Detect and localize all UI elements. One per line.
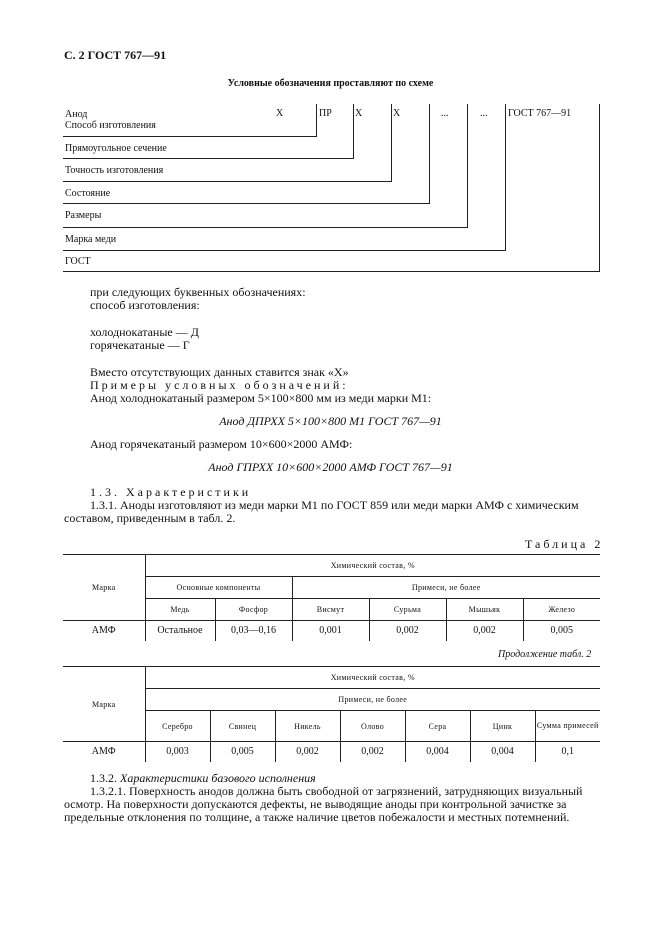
cell-tin: 0,002 <box>340 742 405 762</box>
scheme-hline-7 <box>63 271 600 272</box>
table-2-caption: Таблица 2 <box>525 537 604 551</box>
scheme-label-precision: Точность изготовления <box>65 165 164 176</box>
cell-lead: 0,005 <box>210 742 275 762</box>
scheme-hline-1 <box>63 136 317 137</box>
scheme-code-2: ПР <box>319 108 332 119</box>
scheme-label-anod: Анод <box>65 109 88 120</box>
scheme-code-6: ... <box>480 108 488 119</box>
scheme-hline-2 <box>63 158 354 159</box>
scheme-code-1: Х <box>276 108 284 119</box>
col-antimony: Сурьма <box>369 599 446 621</box>
section-1-3-1-line-2: составом, приведенным в табл. 2. <box>64 511 236 525</box>
cell-total-impurities: 0,1 <box>535 742 600 762</box>
scheme-label-gost: ГОСТ <box>65 256 91 267</box>
scheme-hline-4 <box>63 203 430 204</box>
scheme-code-3: Х <box>355 108 363 119</box>
header-chem-composition: Химический состав, % <box>145 555 600 577</box>
section-1-3-2-label: 1.3.2. Характеристики базового исполнения <box>90 771 316 785</box>
table-2-continuation-caption: Продолжение табл. 2 <box>498 649 592 660</box>
col-silver: Серебро <box>145 711 210 742</box>
scheme-hline-6 <box>63 250 506 251</box>
scheme-code-4: Х <box>393 108 401 119</box>
col-nickel: Никель <box>275 711 340 742</box>
body-line-1: при следующих буквенных обозначениях: <box>90 285 306 299</box>
section-1-3-2-1-line-3: предельные отклонения по толщине, а также наличие цветов побежалости и местных потемнений. <box>64 810 570 824</box>
cell-antimony: 0,002 <box>369 621 446 641</box>
cell-zinc: 0,004 <box>470 742 535 762</box>
scheme-vline-4 <box>429 104 430 204</box>
scheme-vline-1 <box>316 104 317 137</box>
page-header: С. 2 ГОСТ 767—91 <box>64 48 167 62</box>
scheme-label-section: Прямоугольное сечение <box>65 143 167 154</box>
scheme-label-method: Способ изготовления <box>65 120 156 131</box>
cell-iron: 0,005 <box>523 621 600 641</box>
scheme-vline-3 <box>391 104 392 182</box>
scheme-hline-3 <box>63 181 392 182</box>
scheme-vline-5 <box>467 104 468 228</box>
col-sulfur: Сера <box>405 711 470 742</box>
section-1-3-2-title: Характеристики базового исполнения <box>120 771 316 785</box>
col-tin: Олово <box>340 711 405 742</box>
cell-silver: 0,003 <box>145 742 210 762</box>
col-bismuth: Висмут <box>292 599 369 621</box>
col-iron: Железо <box>523 599 600 621</box>
col-total-impurities: Сумма примесей <box>535 711 600 742</box>
col-phosphorus: Фосфор <box>215 599 292 621</box>
cell-arsenic: 0,002 <box>446 621 523 641</box>
scheme-vline-7 <box>599 104 600 272</box>
cell-copper: Остальное <box>145 621 215 641</box>
chemical-composition-table-continued <box>63 666 600 762</box>
examples-heading: Примеры условных обозначений: <box>90 378 349 392</box>
body-line-5: Вместо отсутствующих данных ставится знак «Х» <box>90 365 349 379</box>
cont-header-chem-composition: Химический состав, % <box>145 667 600 689</box>
section-1-3: 1.3. Характеристики <box>90 485 252 499</box>
chemical-composition-table <box>63 554 600 641</box>
cell-phosphorus: 0,03—0,16 <box>215 621 292 641</box>
example-2: Анод ГПРХХ 10×600×2000 АМФ ГОСТ 767—91 <box>208 460 453 474</box>
header-main-components: Основные компоненты <box>145 577 292 599</box>
cont-cell-mark: АМФ <box>63 742 145 762</box>
scheme-vline-6 <box>505 104 506 251</box>
cont-header-impurities: Примеси, не более <box>145 689 600 711</box>
cell-bismuth: 0,001 <box>292 621 369 641</box>
header-mark: Марка <box>63 555 145 621</box>
col-lead: Свинец <box>210 711 275 742</box>
scheme-vline-2 <box>353 104 354 159</box>
scheme-label-state: Состояние <box>65 188 111 199</box>
cell-mark: АМФ <box>63 621 145 641</box>
section-1-3-2-1-line-2: осмотр. На поверхности допускаются дефекты, не выводящие аноды при контрольной зачистке за <box>64 797 567 811</box>
body-line-4: горячекатаные — Г <box>90 338 190 352</box>
body-line-7: Анод холоднокатаный размером 5×100×800 мм из меди марки М1: <box>90 391 432 405</box>
scheme-label-grade: Марка меди <box>65 234 117 245</box>
body-line-2: способ изготовления: <box>90 298 200 312</box>
scheme-hline-5 <box>63 227 468 228</box>
cell-sulfur: 0,004 <box>405 742 470 762</box>
body-line-8: Анод горячекатаный размером 10×600×2000 АМФ: <box>90 437 353 451</box>
cont-header-mark: Марка <box>63 667 145 742</box>
scheme-code-7: ГОСТ 767—91 <box>508 108 572 119</box>
header-impurities: Примеси, не более <box>292 577 600 599</box>
col-zinc: Цинк <box>470 711 535 742</box>
section-1-3-2-1-line-1: 1.3.2.1. Поверхность анодов должна быть свободной от загрязнений, затрудняющих визуальный <box>90 784 583 798</box>
example-1: Анод ДПРХХ 5×100×800 М1 ГОСТ 767—91 <box>219 414 442 428</box>
col-arsenic: Мышьяк <box>446 599 523 621</box>
col-copper: Медь <box>145 599 215 621</box>
scheme-label-sizes: Размеры <box>65 210 102 221</box>
body-line-3: холоднокатаные — Д <box>90 325 199 339</box>
scheme-code-5: ... <box>441 108 449 119</box>
cell-nickel: 0,002 <box>275 742 340 762</box>
section-1-3-1-line-1: 1.3.1. Аноды изготовляют из меди марки М1 по ГОСТ 859 или меди марки АМФ с химическим <box>90 498 579 512</box>
scheme-title: Условные обозначения проставляют по схеме <box>227 78 434 89</box>
